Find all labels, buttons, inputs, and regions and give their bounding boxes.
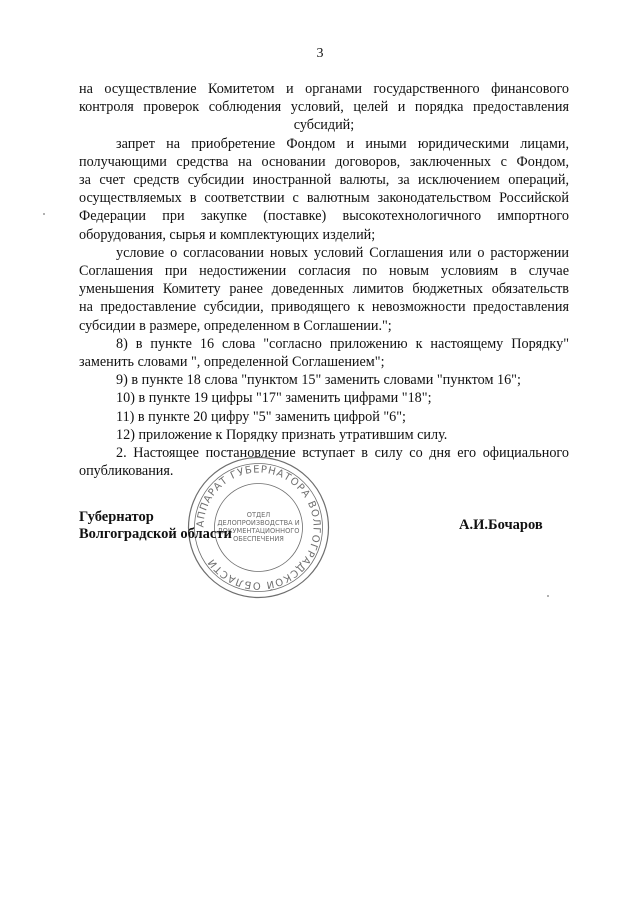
text-line: контроля проверок соблюдения условий, целей и порядка предоставления — [79, 99, 569, 116]
text-line: заменить словами ", определенной Соглашением"; — [79, 354, 385, 371]
signer-position-line1: Губернатор — [79, 509, 154, 525]
signer-position-line2: Волгоградской области — [79, 526, 232, 542]
signer-name: А.И.Бочаров — [459, 517, 543, 533]
text-line: 10) в пункте 19 цифры "17" заменить цифрами "18"; — [116, 390, 432, 407]
text-line: запрет на приобретение Фондом и иными юридическими лицами, — [116, 135, 569, 152]
seal-center-line: ДЕЛОПРОИЗВОДСТВА И — [217, 519, 300, 527]
scan-speck — [547, 595, 549, 597]
text-line: 9) в пункте 18 слова "пунктом 15" заменить словами "пунктом 16"; — [116, 372, 521, 389]
text-line: субсидии в размере, определенном в Соглашении."; — [79, 317, 392, 334]
document-body — [79, 80, 569, 480]
text-line: на осуществление Комитетом и органами государственного финансового — [79, 81, 569, 97]
seal-ring-text: АППАРАТ ГУБЕРНАТОРА ВОЛГОГРАДСКОЙ ОБЛАСТИ — [195, 464, 322, 591]
text-line: уменьшения Комитету ранее доведенных лимитов бюджетных обязательств — [79, 281, 569, 298]
seal-center-line: ДОКУМЕНТАЦИОННОГО — [217, 527, 300, 535]
text-line: Соглашения при недостижении согласия по новым условиям в случае — [79, 263, 569, 280]
text-line: оборудования, сырья и комплектующих изделий; — [79, 226, 376, 243]
seal-center-line: ОТДЕЛ — [246, 511, 271, 519]
text-line: Федерации при закупке (поставке) высокотехнологичного импортного — [79, 208, 569, 225]
text-line: 8) в пункте 16 слова "согласно приложению к настоящему Порядку" — [116, 335, 569, 352]
seal-center-line: ОБЕСПЕЧЕНИЯ — [233, 535, 284, 543]
text-line: опубликования. — [79, 463, 174, 480]
text-line: 2. Настоящее постановление вступает в силу со дня его официального — [116, 445, 569, 462]
scan-speck — [43, 213, 45, 215]
page-number: 3 — [316, 46, 324, 61]
text-line: осуществляемых в соответствии с валютным законодательством Российской — [79, 190, 569, 207]
text-line: субсидий; — [293, 117, 355, 134]
text-line: 11) в пункте 20 цифру "5" заменить цифрой "6"; — [116, 408, 406, 425]
text-line: 12) приложение к Порядку признать утратившим силу. — [116, 426, 448, 443]
signature-block — [79, 509, 232, 543]
text-line: на предоставление субсидии, приводящего к невозможности предоставления — [79, 299, 569, 316]
text-line: получающими средства на основании договоров, заключенных с Фондом, — [79, 153, 569, 170]
text-line: условие о согласовании новых условий Соглашения или о расторжении — [116, 244, 569, 261]
text-line: за счет средств субсидии иностранной валюты, за исключением операций, — [79, 172, 569, 189]
